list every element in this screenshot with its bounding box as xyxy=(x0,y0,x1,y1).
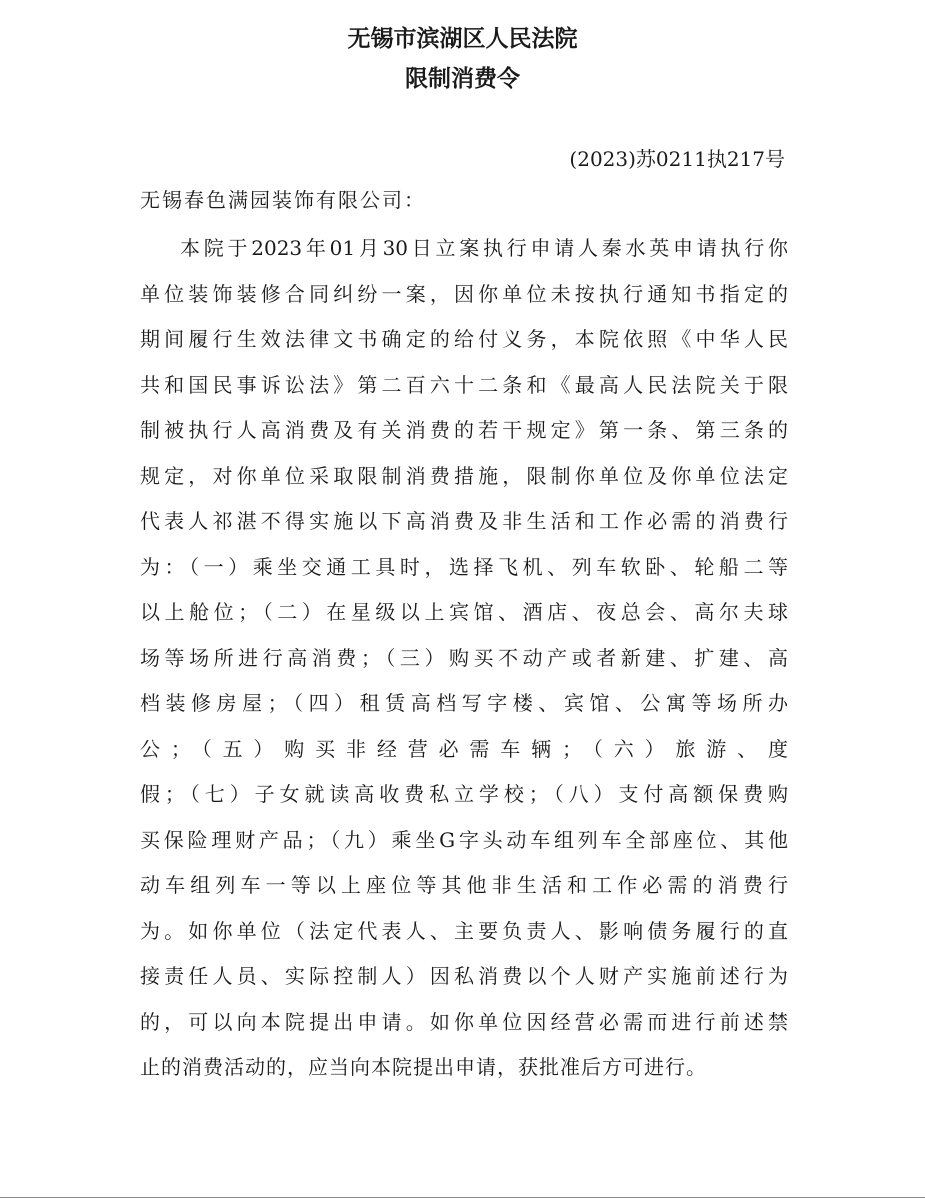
body-line: 期间履行生效法律文书确定的给付义务，本院依照《中华人民 xyxy=(140,327,788,351)
body-line: 规定，对你单位采取限制消费措施，限制你单位及你单位法定 xyxy=(140,463,788,488)
body-line: 假；（七）子女就读高收费私立学校；（八）支付高额保费购 xyxy=(140,782,788,806)
body-line: 共和国民事诉讼法》第二百六十二条和《最高人民法院关于限 xyxy=(140,372,788,397)
body-line: 为：（一）乘坐交通工具时，选择飞机、列车软卧、轮船二等 xyxy=(140,554,788,579)
body-line: 本院于2023年01月30日立案执行申请人秦水英申请执行你 xyxy=(180,236,788,260)
body-line: 动车组列车一等以上座位等其他非生活和工作必需的消费行 xyxy=(140,873,788,897)
body-paragraph xyxy=(140,226,788,1091)
body-line: 接责任人员、实际控制人）因私消费以个人财产实施前述行为 xyxy=(140,964,788,988)
body-line: 场等场所进行高消费；（三）购买不动产或者新建、扩建、高 xyxy=(140,645,788,670)
body-line: 档装修房屋；（四）租赁高档写字楼、宾馆、公寓等场所办 xyxy=(140,691,788,715)
document-title: 限制消费令 xyxy=(405,66,520,92)
body-line: 制被执行人高消费及有关消费的若干规定》第一条、第三条的 xyxy=(140,418,788,442)
body-line: 买保险理财产品；（九）乘坐G字头动车组列车全部座位、其他 xyxy=(140,827,788,852)
court-name-heading: 无锡市滨湖区人民法院 xyxy=(347,26,578,52)
body-line: 代表人祁湛不得实施以下高消费及非生活和工作必需的消费行 xyxy=(140,509,788,533)
page-edge-divider xyxy=(0,1197,925,1198)
body-line: 单位装饰装修合同纠纷一案，因你单位未按执行通知书指定的 xyxy=(140,281,788,306)
addressee: 无锡春色满园装饰有限公司： xyxy=(140,188,426,212)
body-line: 的，可以向本院提出申请。如你单位因经营必需而进行前述禁 xyxy=(140,1009,788,1034)
body-line: 为。如你单位（法定代表人、主要负责人、影响债务履行的直 xyxy=(140,918,788,943)
case-number: (2023)苏0211执217号 xyxy=(569,147,785,171)
body-line: 公；（五）购买非经营必需车辆；（六）旅游、度 xyxy=(140,736,788,761)
body-line: 止的消费活动的，应当向本院提出申请，获批准后方可进行。 xyxy=(140,1055,707,1079)
body-line: 以上舱位；（二）在星级以上宾馆、酒店、夜总会、高尔夫球 xyxy=(140,600,788,624)
